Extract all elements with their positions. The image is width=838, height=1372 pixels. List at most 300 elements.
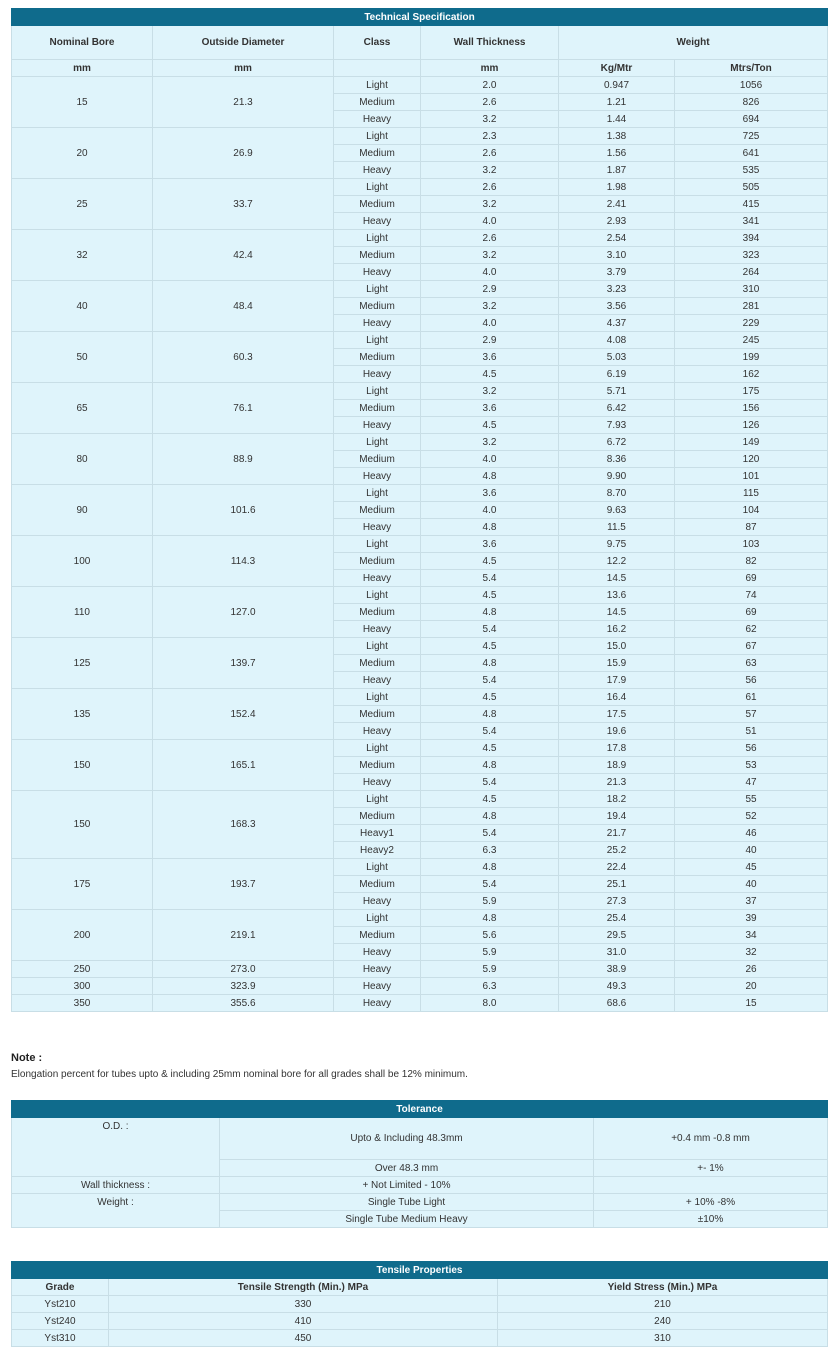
class-cell: Light [334, 689, 421, 706]
mtrs-per-ton-cell: 229 [675, 315, 828, 332]
unit-wall-thickness: mm [421, 60, 559, 77]
outside-diameter-cell: 273.0 [153, 961, 334, 978]
yield-stress-cell: 240 [498, 1313, 828, 1330]
yield-stress-cell: 210 [498, 1296, 828, 1313]
kg-per-mtr-cell: 3.56 [559, 298, 675, 315]
nominal-bore-cell: 200 [12, 910, 153, 961]
mtrs-per-ton-cell: 341 [675, 213, 828, 230]
spec-row [12, 281, 828, 298]
mtrs-per-ton-cell: 46 [675, 825, 828, 842]
od-label: O.D. : [12, 1118, 220, 1177]
outside-diameter-cell: 193.7 [153, 859, 334, 910]
class-cell: Heavy [334, 723, 421, 740]
wall-thickness-cell: 5.4 [421, 672, 559, 689]
spec-row [12, 910, 828, 927]
spec-row [12, 485, 828, 502]
class-cell: Medium [334, 706, 421, 723]
nominal-bore-cell: 350 [12, 995, 153, 1012]
mtrs-per-ton-cell: 641 [675, 145, 828, 162]
nominal-bore-cell: 175 [12, 859, 153, 910]
nominal-bore-cell: 40 [12, 281, 153, 332]
kg-per-mtr-cell: 13.6 [559, 587, 675, 604]
nominal-bore-cell: 125 [12, 638, 153, 689]
tolerance-title: Tolerance [12, 1101, 828, 1118]
class-cell: Light [334, 536, 421, 553]
class-cell: Medium [334, 927, 421, 944]
class-cell: Light [334, 485, 421, 502]
outside-diameter-cell: 323.9 [153, 978, 334, 995]
wall-thickness-cell: 4.5 [421, 740, 559, 757]
nominal-bore-cell: 80 [12, 434, 153, 485]
kg-per-mtr-cell: 17.8 [559, 740, 675, 757]
kg-per-mtr-cell: 1.44 [559, 111, 675, 128]
tensile-strength-cell: 450 [109, 1330, 498, 1347]
wall-thickness-cell: 4.0 [421, 213, 559, 230]
kg-per-mtr-cell: 11.5 [559, 519, 675, 536]
mtrs-per-ton-cell: 40 [675, 842, 828, 859]
mtrs-per-ton-cell: 415 [675, 196, 828, 213]
mtrs-per-ton-cell: 87 [675, 519, 828, 536]
outside-diameter-cell: 76.1 [153, 383, 334, 434]
wall-thickness-cell: 4.5 [421, 638, 559, 655]
class-cell: Heavy [334, 995, 421, 1012]
kg-per-mtr-cell: 6.19 [559, 366, 675, 383]
class-cell: Light [334, 910, 421, 927]
mtrs-per-ton-cell: 82 [675, 553, 828, 570]
header-nominal-bore: Nominal Bore [12, 26, 153, 60]
wall-thickness-cell: 2.9 [421, 281, 559, 298]
wall-thickness-cell: 2.6 [421, 94, 559, 111]
class-cell: Heavy [334, 213, 421, 230]
wall-thickness-cell: 6.3 [421, 842, 559, 859]
wall-thickness-cell: 2.6 [421, 179, 559, 196]
mtrs-per-ton-cell: 1056 [675, 77, 828, 94]
kg-per-mtr-cell: 38.9 [559, 961, 675, 978]
kg-per-mtr-cell: 17.5 [559, 706, 675, 723]
outside-diameter-cell: 219.1 [153, 910, 334, 961]
mtrs-per-ton-cell: 74 [675, 587, 828, 604]
mtrs-per-ton-cell: 61 [675, 689, 828, 706]
kg-per-mtr-cell: 9.90 [559, 468, 675, 485]
wall-thickness-cell: 2.6 [421, 230, 559, 247]
class-cell: Heavy [334, 111, 421, 128]
wall-thickness-cell: 3.2 [421, 298, 559, 315]
mtrs-per-ton-cell: 310 [675, 281, 828, 298]
mtrs-per-ton-cell: 323 [675, 247, 828, 264]
kg-per-mtr-cell: 19.6 [559, 723, 675, 740]
kg-per-mtr-cell: 5.71 [559, 383, 675, 400]
wall-thickness-cell: 4.8 [421, 859, 559, 876]
wall-thickness-cell: 5.4 [421, 774, 559, 791]
outside-diameter-cell: 355.6 [153, 995, 334, 1012]
wall-thickness-cell: 3.2 [421, 196, 559, 213]
wall-thickness-condition: + Not Limited - 10% [220, 1177, 594, 1194]
nominal-bore-cell: 65 [12, 383, 153, 434]
mtrs-per-ton-cell: 39 [675, 910, 828, 927]
class-cell: Medium [334, 94, 421, 111]
kg-per-mtr-cell: 1.38 [559, 128, 675, 145]
outside-diameter-cell: 48.4 [153, 281, 334, 332]
wall-thickness-value [594, 1177, 828, 1194]
weight-condition-light: Single Tube Light [220, 1194, 594, 1211]
kg-per-mtr-cell: 27.3 [559, 893, 675, 910]
kg-per-mtr-cell: 5.03 [559, 349, 675, 366]
wall-thickness-cell: 4.8 [421, 757, 559, 774]
wall-thickness-cell: 4.5 [421, 553, 559, 570]
mtrs-per-ton-cell: 126 [675, 417, 828, 434]
outside-diameter-cell: 101.6 [153, 485, 334, 536]
class-cell: Medium [334, 451, 421, 468]
header-wall-thickness: Wall Thickness [421, 26, 559, 60]
nominal-bore-cell: 150 [12, 740, 153, 791]
kg-per-mtr-cell: 6.72 [559, 434, 675, 451]
kg-per-mtr-cell: 25.2 [559, 842, 675, 859]
class-cell: Medium [334, 808, 421, 825]
spec-row [12, 791, 828, 808]
grade-cell: Yst240 [12, 1313, 109, 1330]
spec-row [12, 230, 828, 247]
class-cell: Light [334, 434, 421, 451]
mtrs-per-ton-cell: 725 [675, 128, 828, 145]
wall-thickness-cell: 4.8 [421, 910, 559, 927]
mtrs-per-ton-cell: 40 [675, 876, 828, 893]
class-cell: Heavy [334, 417, 421, 434]
header-yield-stress: Yield Stress (Min.) MPa [498, 1279, 828, 1296]
class-cell: Light [334, 383, 421, 400]
wall-thickness-cell: 3.6 [421, 485, 559, 502]
outside-diameter-cell: 88.9 [153, 434, 334, 485]
mtrs-per-ton-cell: 32 [675, 944, 828, 961]
wall-thickness-cell: 5.9 [421, 893, 559, 910]
nominal-bore-cell: 250 [12, 961, 153, 978]
mtrs-per-ton-cell: 56 [675, 672, 828, 689]
mtrs-per-ton-cell: 55 [675, 791, 828, 808]
class-cell: Medium [334, 757, 421, 774]
kg-per-mtr-cell: 68.6 [559, 995, 675, 1012]
mtrs-per-ton-cell: 15 [675, 995, 828, 1012]
class-cell: Medium [334, 655, 421, 672]
spec-row [12, 978, 828, 995]
class-cell: Heavy [334, 672, 421, 689]
class-cell: Heavy [334, 315, 421, 332]
mtrs-per-ton-cell: 149 [675, 434, 828, 451]
nominal-bore-cell: 15 [12, 77, 153, 128]
class-cell: Light [334, 332, 421, 349]
kg-per-mtr-cell: 1.87 [559, 162, 675, 179]
mtrs-per-ton-cell: 115 [675, 485, 828, 502]
class-cell: Heavy [334, 893, 421, 910]
nominal-bore-cell: 25 [12, 179, 153, 230]
mtrs-per-ton-cell: 53 [675, 757, 828, 774]
wall-thickness-label: Wall thickness : [12, 1177, 220, 1194]
spec-row [12, 961, 828, 978]
mtrs-per-ton-cell: 37 [675, 893, 828, 910]
wall-thickness-cell: 3.2 [421, 111, 559, 128]
class-cell: Heavy [334, 468, 421, 485]
class-cell: Heavy [334, 162, 421, 179]
kg-per-mtr-cell: 1.21 [559, 94, 675, 111]
nominal-bore-cell: 150 [12, 791, 153, 859]
class-cell: Light [334, 587, 421, 604]
mtrs-per-ton-cell: 47 [675, 774, 828, 791]
nominal-bore-cell: 110 [12, 587, 153, 638]
wall-thickness-cell: 8.0 [421, 995, 559, 1012]
spec-table-title: Technical Specification [12, 9, 828, 26]
class-cell: Heavy [334, 570, 421, 587]
kg-per-mtr-cell: 14.5 [559, 570, 675, 587]
unit-mtrs-per-ton: Mtrs/Ton [675, 60, 828, 77]
wall-thickness-cell: 3.6 [421, 400, 559, 417]
wall-thickness-cell: 5.9 [421, 961, 559, 978]
note-text: Elongation percent for tubes upto & including 25mm nominal bore for all grades shall be 12% minimum. [11, 1069, 468, 1080]
weight-value-medium-heavy: ±10% [594, 1211, 828, 1228]
spec-table-body [12, 77, 828, 1012]
kg-per-mtr-cell: 17.9 [559, 672, 675, 689]
kg-per-mtr-cell: 21.7 [559, 825, 675, 842]
class-cell: Medium [334, 502, 421, 519]
class-cell: Heavy [334, 774, 421, 791]
unit-nominal-bore: mm [12, 60, 153, 77]
spec-row [12, 383, 828, 400]
kg-per-mtr-cell: 2.54 [559, 230, 675, 247]
spec-row [12, 179, 828, 196]
nominal-bore-cell: 300 [12, 978, 153, 995]
wall-thickness-cell: 3.2 [421, 434, 559, 451]
class-cell: Medium [334, 349, 421, 366]
grade-cell: Yst210 [12, 1296, 109, 1313]
class-cell: Medium [334, 876, 421, 893]
tensile-strength-cell: 330 [109, 1296, 498, 1313]
header-weight: Weight [559, 26, 828, 60]
wall-thickness-cell: 5.4 [421, 570, 559, 587]
mtrs-per-ton-cell: 245 [675, 332, 828, 349]
outside-diameter-cell: 114.3 [153, 536, 334, 587]
mtrs-per-ton-cell: 264 [675, 264, 828, 281]
class-cell: Light [334, 638, 421, 655]
mtrs-per-ton-cell: 52 [675, 808, 828, 825]
mtrs-per-ton-cell: 57 [675, 706, 828, 723]
class-cell: Heavy [334, 519, 421, 536]
kg-per-mtr-cell: 1.98 [559, 179, 675, 196]
wall-thickness-cell: 3.2 [421, 383, 559, 400]
wall-thickness-cell: 4.0 [421, 264, 559, 281]
wall-thickness-cell: 4.8 [421, 706, 559, 723]
outside-diameter-cell: 139.7 [153, 638, 334, 689]
outside-diameter-cell: 33.7 [153, 179, 334, 230]
mtrs-per-ton-cell: 63 [675, 655, 828, 672]
mtrs-per-ton-cell: 101 [675, 468, 828, 485]
mtrs-per-ton-cell: 156 [675, 400, 828, 417]
kg-per-mtr-cell: 6.42 [559, 400, 675, 417]
od-value-upto: +0.4 mm -0.8 mm [594, 1118, 828, 1160]
kg-per-mtr-cell: 18.9 [559, 757, 675, 774]
spec-row [12, 128, 828, 145]
mtrs-per-ton-cell: 45 [675, 859, 828, 876]
wall-thickness-cell: 3.2 [421, 162, 559, 179]
wall-thickness-cell: 4.8 [421, 655, 559, 672]
kg-per-mtr-cell: 16.4 [559, 689, 675, 706]
wall-thickness-cell: 4.5 [421, 417, 559, 434]
od-value-over: +- 1% [594, 1160, 828, 1177]
class-cell: Heavy [334, 944, 421, 961]
kg-per-mtr-cell: 2.41 [559, 196, 675, 213]
wall-thickness-cell: 4.0 [421, 315, 559, 332]
kg-per-mtr-cell: 29.5 [559, 927, 675, 944]
class-cell: Medium [334, 400, 421, 417]
mtrs-per-ton-cell: 694 [675, 111, 828, 128]
class-cell: Light [334, 128, 421, 145]
tolerance-table [11, 1100, 828, 1228]
class-cell: Light [334, 791, 421, 808]
mtrs-per-ton-cell: 175 [675, 383, 828, 400]
kg-per-mtr-cell: 19.4 [559, 808, 675, 825]
class-cell: Light [334, 859, 421, 876]
class-cell: Heavy [334, 264, 421, 281]
spec-row [12, 536, 828, 553]
note-title: Note : [11, 1052, 43, 1064]
header-tensile-strength: Tensile Strength (Min.) MPa [109, 1279, 498, 1296]
wall-thickness-cell: 2.0 [421, 77, 559, 94]
od-condition-over: Over 48.3 mm [220, 1160, 594, 1177]
kg-per-mtr-cell: 25.4 [559, 910, 675, 927]
mtrs-per-ton-cell: 505 [675, 179, 828, 196]
wall-thickness-cell: 5.4 [421, 621, 559, 638]
outside-diameter-cell: 60.3 [153, 332, 334, 383]
mtrs-per-ton-cell: 56 [675, 740, 828, 757]
nominal-bore-cell: 100 [12, 536, 153, 587]
header-outside-diameter: Outside Diameter [153, 26, 334, 60]
spec-row [12, 740, 828, 757]
mtrs-per-ton-cell: 51 [675, 723, 828, 740]
class-cell: Heavy [334, 961, 421, 978]
kg-per-mtr-cell: 3.23 [559, 281, 675, 298]
mtrs-per-ton-cell: 826 [675, 94, 828, 111]
spec-row [12, 77, 828, 94]
wall-thickness-cell: 2.6 [421, 145, 559, 162]
kg-per-mtr-cell: 4.08 [559, 332, 675, 349]
kg-per-mtr-cell: 8.36 [559, 451, 675, 468]
wall-thickness-cell: 4.5 [421, 791, 559, 808]
nominal-bore-cell: 50 [12, 332, 153, 383]
kg-per-mtr-cell: 2.93 [559, 213, 675, 230]
od-condition-upto: Upto & Including 48.3mm [220, 1118, 594, 1160]
unit-kg-per-mtr: Kg/Mtr [559, 60, 675, 77]
outside-diameter-cell: 42.4 [153, 230, 334, 281]
kg-per-mtr-cell: 3.10 [559, 247, 675, 264]
wall-thickness-cell: 3.6 [421, 349, 559, 366]
class-cell: Medium [334, 298, 421, 315]
wall-thickness-cell: 2.3 [421, 128, 559, 145]
mtrs-per-ton-cell: 69 [675, 604, 828, 621]
mtrs-per-ton-cell: 535 [675, 162, 828, 179]
kg-per-mtr-cell: 14.5 [559, 604, 675, 621]
kg-per-mtr-cell: 21.3 [559, 774, 675, 791]
kg-per-mtr-cell: 31.0 [559, 944, 675, 961]
nominal-bore-cell: 90 [12, 485, 153, 536]
outside-diameter-cell: 127.0 [153, 587, 334, 638]
mtrs-per-ton-cell: 120 [675, 451, 828, 468]
kg-per-mtr-cell: 18.2 [559, 791, 675, 808]
header-grade: Grade [12, 1279, 109, 1296]
class-cell: Medium [334, 604, 421, 621]
wall-thickness-cell: 4.5 [421, 366, 559, 383]
class-cell: Heavy [334, 366, 421, 383]
class-cell: Medium [334, 247, 421, 264]
class-cell: Light [334, 77, 421, 94]
wall-thickness-cell: 6.3 [421, 978, 559, 995]
wall-thickness-cell: 4.8 [421, 468, 559, 485]
wall-thickness-cell: 4.0 [421, 502, 559, 519]
mtrs-per-ton-cell: 67 [675, 638, 828, 655]
unit-outside-diameter: mm [153, 60, 334, 77]
class-cell: Light [334, 281, 421, 298]
mtrs-per-ton-cell: 26 [675, 961, 828, 978]
wall-thickness-cell: 5.4 [421, 825, 559, 842]
mtrs-per-ton-cell: 394 [675, 230, 828, 247]
class-cell: Medium [334, 196, 421, 213]
wall-thickness-cell: 4.5 [421, 587, 559, 604]
mtrs-per-ton-cell: 199 [675, 349, 828, 366]
mtrs-per-ton-cell: 104 [675, 502, 828, 519]
spec-row [12, 995, 828, 1012]
spec-row [12, 434, 828, 451]
yield-stress-cell: 310 [498, 1330, 828, 1347]
wall-thickness-cell: 3.2 [421, 247, 559, 264]
class-cell: Heavy2 [334, 842, 421, 859]
mtrs-per-ton-cell: 34 [675, 927, 828, 944]
outside-diameter-cell: 21.3 [153, 77, 334, 128]
kg-per-mtr-cell: 9.63 [559, 502, 675, 519]
wall-thickness-cell: 4.8 [421, 808, 559, 825]
wall-thickness-cell: 4.8 [421, 604, 559, 621]
grade-cell: Yst310 [12, 1330, 109, 1347]
kg-per-mtr-cell: 8.70 [559, 485, 675, 502]
header-class: Class [334, 26, 421, 60]
wall-thickness-cell: 5.4 [421, 723, 559, 740]
weight-condition-medium-heavy: Single Tube Medium Heavy [220, 1211, 594, 1228]
technical-specification-table [11, 8, 828, 1012]
outside-diameter-cell: 168.3 [153, 791, 334, 859]
mtrs-per-ton-cell: 20 [675, 978, 828, 995]
kg-per-mtr-cell: 1.56 [559, 145, 675, 162]
kg-per-mtr-cell: 25.1 [559, 876, 675, 893]
spec-row [12, 332, 828, 349]
kg-per-mtr-cell: 7.93 [559, 417, 675, 434]
kg-per-mtr-cell: 3.79 [559, 264, 675, 281]
weight-value-light: + 10% -8% [594, 1194, 828, 1211]
class-cell: Medium [334, 145, 421, 162]
class-cell: Medium [334, 553, 421, 570]
class-cell: Light [334, 230, 421, 247]
wall-thickness-cell: 2.9 [421, 332, 559, 349]
class-cell: Heavy [334, 621, 421, 638]
wall-thickness-cell: 4.8 [421, 519, 559, 536]
wall-thickness-cell: 3.6 [421, 536, 559, 553]
class-cell: Heavy [334, 978, 421, 995]
wall-thickness-cell: 5.6 [421, 927, 559, 944]
spec-row [12, 689, 828, 706]
tensile-strength-cell: 410 [109, 1313, 498, 1330]
wall-thickness-cell: 5.9 [421, 944, 559, 961]
mtrs-per-ton-cell: 69 [675, 570, 828, 587]
mtrs-per-ton-cell: 103 [675, 536, 828, 553]
outside-diameter-cell: 165.1 [153, 740, 334, 791]
weight-label: Weight : [12, 1194, 220, 1228]
mtrs-per-ton-cell: 62 [675, 621, 828, 638]
kg-per-mtr-cell: 15.0 [559, 638, 675, 655]
kg-per-mtr-cell: 49.3 [559, 978, 675, 995]
wall-thickness-cell: 4.0 [421, 451, 559, 468]
